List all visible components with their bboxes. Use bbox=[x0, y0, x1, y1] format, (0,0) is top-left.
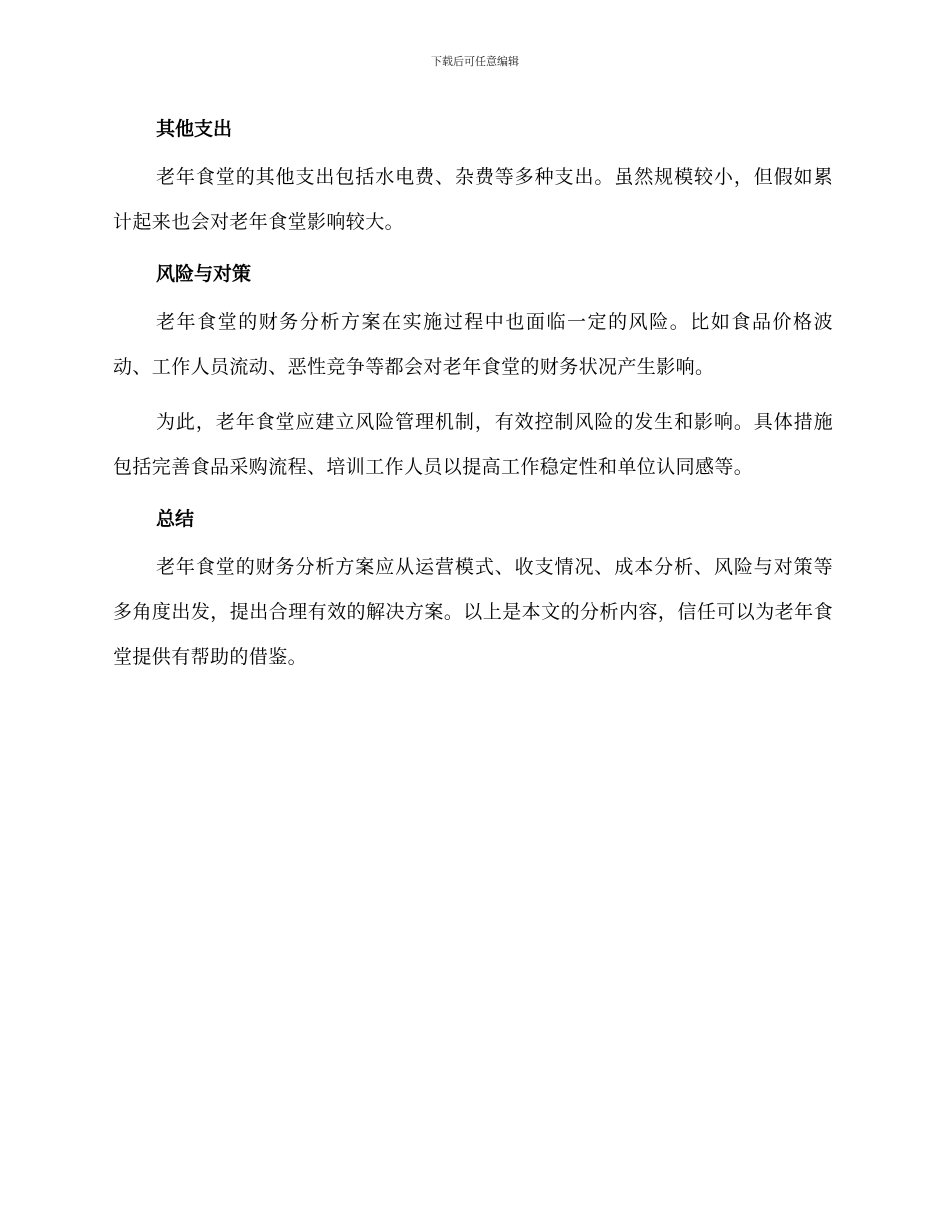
paragraph: 为此，老年食堂应建立风险管理机制，有效控制风险的发生和影响。具体措施包括完善食品采购流程、培训工作人员以提高工作稳定性和单位认同感等。 bbox=[113, 411, 833, 478]
section-heading-risks-countermeasures: 风险与对策 bbox=[156, 263, 252, 285]
section-heading-other-expenses: 其他支出 bbox=[156, 118, 233, 140]
paragraph: 老年食堂的其他支出包括水电费、杂费等多种支出。虽然规模较小，但假如累计起来也会对老年食堂影响较大。 bbox=[113, 166, 833, 233]
paragraph: 老年食堂的财务分析方案在实施过程中也面临一定的风险。比如食品价格波动、工作人员流动、恶性竞争等都会对老年食堂的财务状况产生影响。 bbox=[113, 311, 833, 378]
page-header: 下载后可任意编辑 bbox=[431, 55, 519, 68]
paragraph: 老年食堂的财务分析方案应从运营模式、收支情况、成本分析、风险与对策等多角度出发，提出合理有效的解决方案。以上是本文的分析内容，信任可以为老年食堂提供有帮助的借鉴。 bbox=[113, 556, 833, 668]
document-body bbox=[113, 113, 833, 680]
section-heading-summary: 总结 bbox=[156, 508, 195, 530]
